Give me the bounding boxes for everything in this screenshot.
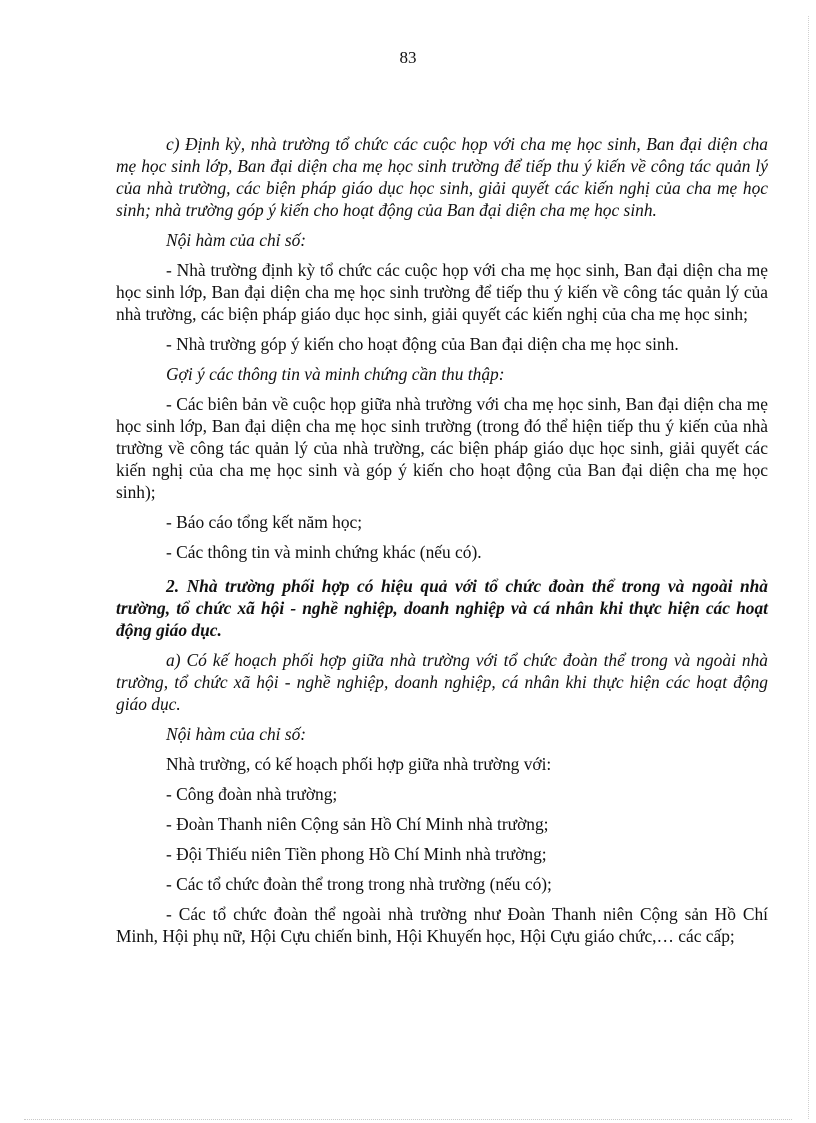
indicator-scope-heading-2: Nội hàm của chỉ số: (166, 724, 307, 744)
plan-intro: Nhà trường, có kế hoạch phối hợp giữa nhà trường với: (166, 754, 552, 774)
evidence-heading: Gợi ý các thông tin và minh chứng cần thu thập: (166, 364, 505, 384)
plan-item-external-orgs: - Các tổ chức đoàn thể ngoài nhà trường như Đoàn Thanh niên Cộng sản Hồ Chí Minh, Hội phụ nữ, Hội Cựu chiến binh, Hội Khuyến học, Hội Cựu giáo chức,… các cấp; (116, 904, 768, 946)
page-edge-right (808, 16, 809, 1119)
evidence-item-report: - Báo cáo tổng kết năm học; (166, 512, 363, 532)
page-number: 83 (399, 48, 417, 67)
plan-item-internal-orgs: - Các tổ chức đoàn thể trong trong nhà trường (nếu có); (166, 874, 552, 894)
criterion-2-heading: 2. Nhà trường phối hợp có hiệu quả với tổ chức đoàn thể trong và ngoài nhà trường, tổ chức xã hội - nghề nghiệp, doanh nghiệp và cá nhân khi thực hiện các hoạt động giáo dục. (116, 576, 768, 640)
plan-item-union: - Công đoàn nhà trường; (166, 784, 338, 804)
evidence-item-other: - Các thông tin và minh chứng khác (nếu có). (166, 542, 482, 562)
indicator-scope-heading: Nội hàm của chỉ số: (166, 230, 307, 250)
page-body (116, 133, 768, 955)
criterion-a-text: a) Có kế hoạch phối hợp giữa nhà trường với tổ chức đoàn thể trong và ngoài nhà trường, tổ chức xã hội - nghề nghiệp, doanh nghiệp, cá nhân khi thực hiện các hoạt động giáo dục. (116, 650, 768, 714)
evidence-item-minutes: - Các biên bản về cuộc họp giữa nhà trường với cha mẹ học sinh, Ban đại diện cha mẹ học sinh lớp, Ban đại diện cha mẹ học sinh trường (trong đó thể hiện tiếp thu ý kiến của nhà trường về công tác quản lý của nhà trường, các biện pháp giáo dục học sinh, giải quyết các kiến nghị của cha mẹ học sinh và góp ý kiến cho hoạt động của Ban đại diện cha mẹ học sinh); (116, 394, 768, 502)
plan-item-youth-union: - Đoàn Thanh niên Cộng sản Hồ Chí Minh nhà trường; (166, 814, 549, 834)
criterion-c-text: c) Định kỳ, nhà trường tổ chức các cuộc họp với cha mẹ học sinh, Ban đại diện cha mẹ học sinh lớp, Ban đại diện cha mẹ học sinh trường để tiếp thu ý kiến về công tác quản lý của nhà trường, các biện pháp giáo dục học sinh, giải quyết các kiến nghị của cha mẹ học sinh; nhà trường góp ý kiến cho hoạt động của Ban đại diện cha mẹ học sinh. (116, 134, 768, 220)
plan-item-pioneers: - Đội Thiếu niên Tiền phong Hồ Chí Minh nhà trường; (166, 844, 547, 864)
scope-item-feedback: - Nhà trường góp ý kiến cho hoạt động của Ban đại diện cha mẹ học sinh. (166, 334, 679, 354)
page-edge-bottom (24, 1119, 792, 1120)
scope-item-meetings: - Nhà trường định kỳ tổ chức các cuộc họp với cha mẹ học sinh, Ban đại diện cha mẹ học sinh lớp, Ban đại diện cha mẹ học sinh trường để tiếp thu ý kiến về công tác quản lý của nhà trường, các biện pháp giáo dục học sinh, giải quyết các kiến nghị của cha mẹ học sinh; (116, 260, 768, 324)
